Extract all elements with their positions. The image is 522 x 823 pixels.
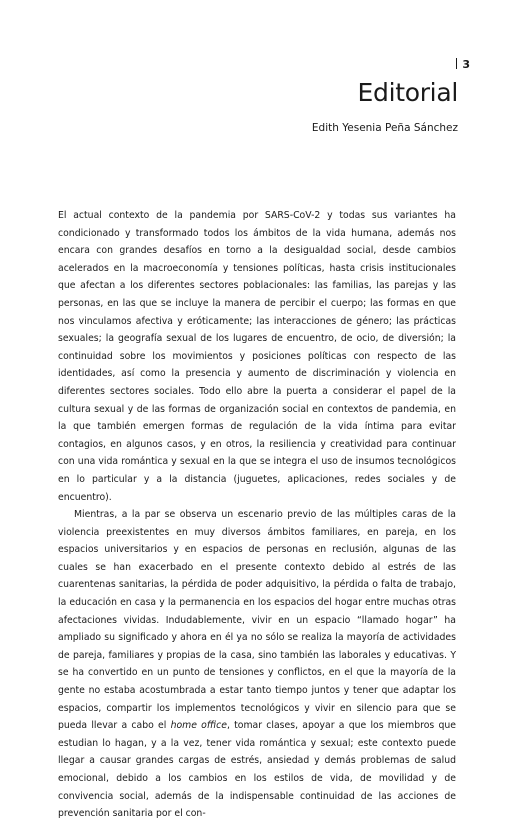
page-number-value: 3 [462,58,470,71]
page-number-divider [456,58,457,69]
body-text [58,207,456,823]
paragraph-2-emphasis: home office [170,720,227,732]
author-name: Edith Yesenia Peña Sánchez [311,122,458,134]
paragraph-2 [58,506,456,823]
page-title: Editorial [357,78,458,107]
paragraph-2-text-before: Mientras, a la par se observa un escenario previo de las múltiples caras de la violencia preexistentes en muy diversos ámbitos familiares, en pareja, en los espacios universitarios y en espacios de personas en reclusión, algunas de las cuales se han exacerbado en el presente contexto debido al estrés de las cuarentenas sanitarias, la pérdida de poder adquisitivo, la pérdida o falta de trabajo, la educación en casa y la permanencia en los espacios del hogar entre muchas otras afectaciones vividas. Indudablemente, vivir en un espacio “llamado hogar” ha ampliado su significado y ahora en él ya no sólo se realiza la mayoría de actividades de pareja, familiares y propias de la casa, sino también las laborales y educativas. Y se ha convertido en un punto de tensiones y conflictos, en el que la mayoría de la gente no estaba acostumbrada a estar tanto tiempo juntos y tener que adaptar los espacios, compartir los implementos tecnológicos y vivir en silencio para que se pueda llevar a cabo el [58,509,456,732]
paragraph-2-text-after: , tomar clases, apoyar a que los miembros que estudian lo hagan, y a la vez, tener vida romántica y sexual; este contexto puede llegar a causar grandes cargas de estrés, ansiedad y demás problemas de salud emocional, debido a los cambios en los estilos de vida, de movilidad y de convivencia social, además de la indispensable continuidad de las acciones de prevención sanitaria por el con- [58,720,457,820]
paragraph-1: El actual contexto de la pandemia por SARS-CoV-2 y todas sus variantes ha condicionado y transformado todos los ámbitos de la vida humana, además nos encara con grandes desafíos en torno a la desigualdad social, desde cambios acelerados en la macroeconomía y tensiones políticas, hasta crisis institucionales que afectan a los diferentes sectores poblacionales: las familias, las parejas y las personas, en las que se incluye la manera de percibir el cuerpo; las formas en que nos vinculamos afectiva y eróticamente; las interacciones de género; las prácticas sexuales; la geografía sexual de los lugares de encuentro, de ocio, de diversión; la continuidad sobre los movimientos y posiciones políticas con respecto de las identidades, así como la presencia y aumento de discriminación y violencia en diferentes sectores sociales. Todo ello abre la puerta a considerar el papel de la cultura sexual y de las formas de organización social en contextos de pandemia, en la que también emergen formas de regulación de la vida íntima para evitar contagios, en algunos casos, y en otros, la resiliencia y creatividad para continuar con una vida romántica y sexual en la que se integra el uso de insumos tecnológicos en lo particular y a la distancia (juguetes, aplicaciones, redes sociales y de encuentro). [58,210,456,503]
page-number [456,58,470,71]
